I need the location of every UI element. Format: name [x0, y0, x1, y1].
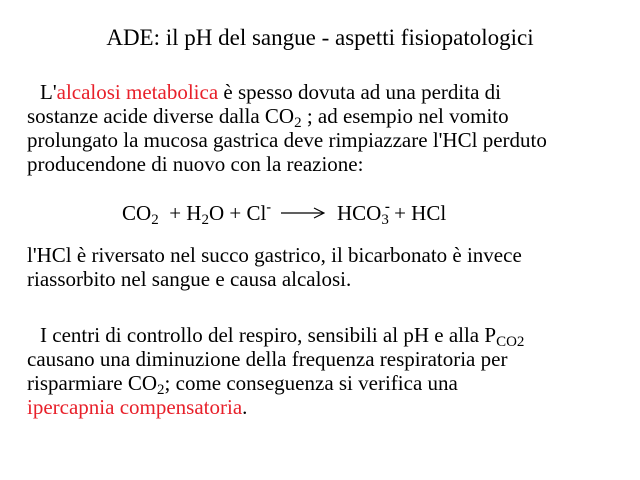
text-segment: è spesso dovuta ad una perdita di: [218, 80, 501, 104]
term-alcalosi-metabolica: alcalosi metabolica: [56, 80, 219, 104]
chemical-reaction: [122, 200, 446, 230]
slide-title: ADE: il pH del sangue - aspetti fisiopatologici: [106, 25, 534, 50]
subscript-2: 2: [294, 115, 302, 131]
paragraph-hcl: [27, 243, 627, 291]
text-l-apostrophe: L': [40, 80, 57, 104]
reactant-h2o-prefix: + H: [158, 201, 202, 225]
term-ipercapnia-compensatoria: ipercapnia compensatoria: [27, 395, 243, 419]
paragraph-respiro: [27, 323, 627, 419]
para3-line-2: causano una diminuzione della frequenza respiratoria per: [27, 347, 508, 371]
text-segment: risparmiare CO: [27, 371, 158, 395]
para1-line-1: [27, 80, 627, 104]
text-period: .: [242, 395, 248, 419]
para1-line-4: producendone di nuovo con la reazione:: [27, 152, 364, 176]
para2-line-2: riassorbito nel sangue e causa alcalosi.: [27, 267, 352, 291]
para3-line-1: [27, 323, 627, 350]
paragraph-alcalosi: [27, 80, 627, 176]
subscript-3: 3: [381, 212, 389, 228]
subscript-2: 2: [157, 382, 165, 398]
charge-minus: -: [384, 199, 390, 215]
text-segment: ; ad esempio nel vomito: [301, 104, 509, 128]
product-hcl: + HCl: [388, 201, 447, 225]
reactant-chloride: O + Cl: [208, 201, 267, 225]
para3-line-4: [27, 395, 627, 419]
text-segment: I centri di controllo del respiro, sensibili al pH e alla P: [40, 323, 497, 347]
subscript-co2: CO2: [496, 334, 525, 350]
reaction-arrow-icon: [281, 207, 325, 219]
reactant-co2: CO: [122, 201, 152, 225]
text-segment: sostanze acide diverse dalla CO: [27, 104, 295, 128]
subscript-2: 2: [151, 212, 159, 228]
subscript-2: 2: [201, 212, 209, 228]
para1-line-2: [27, 104, 627, 131]
text-segment: ; come conseguenza si verifica una: [164, 371, 458, 395]
product-bicarbonate: HCO: [336, 201, 382, 225]
para1-line-3: prolungato la mucosa gastrica deve rimpiazzare l'HCl perduto: [27, 128, 547, 152]
para3-line-3: [27, 371, 627, 398]
para2-line-1: l'HCl è riversato nel succo gastrico, il bicarbonato è invece: [27, 243, 522, 267]
charge-minus: -: [266, 200, 271, 215]
